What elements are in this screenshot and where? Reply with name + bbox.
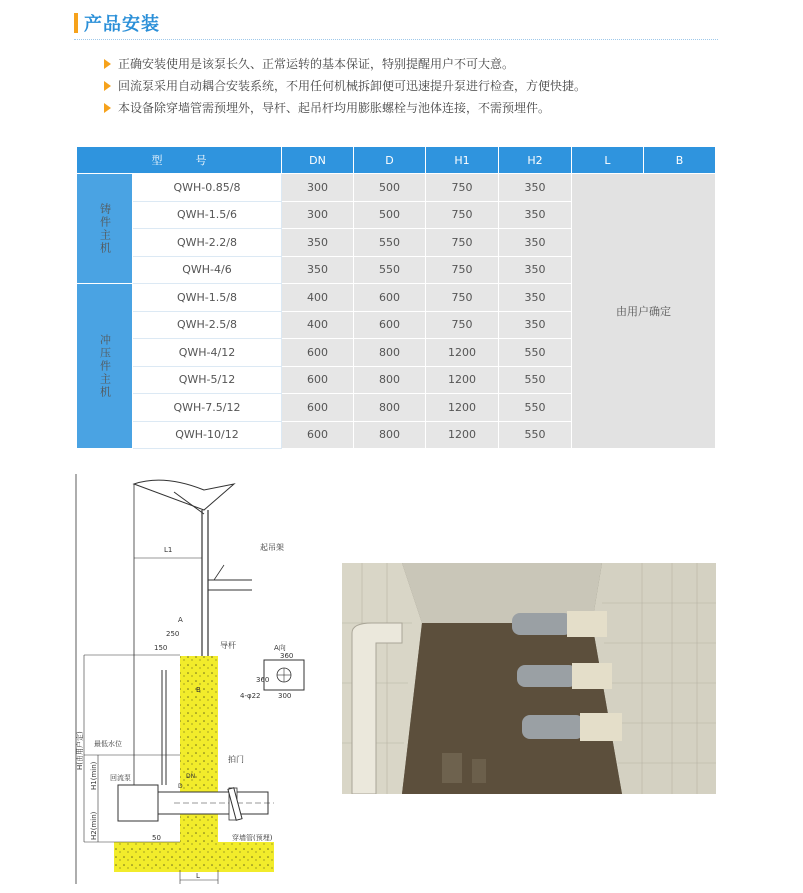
group-cast-main: 铸件主机 bbox=[77, 174, 133, 284]
cell-h2: 550 bbox=[499, 421, 572, 449]
cell-dn: 400 bbox=[282, 284, 354, 312]
section-header bbox=[74, 10, 160, 36]
col-header-model: 型 号 bbox=[77, 147, 282, 174]
cell-h2: 350 bbox=[499, 311, 572, 339]
title-divider bbox=[74, 39, 718, 40]
label-flap: 拍门 bbox=[228, 755, 244, 764]
cell-h2: 550 bbox=[499, 394, 572, 422]
group-stamped-main: 冲压件主机 bbox=[77, 284, 133, 449]
cell-dn: 350 bbox=[282, 229, 354, 257]
cell-h1: 1200 bbox=[426, 394, 499, 422]
cell-model: QWH-0.85/8 bbox=[133, 174, 282, 202]
cell-h2: 350 bbox=[499, 201, 572, 229]
label-dim-150: 150 bbox=[154, 644, 168, 652]
cell-d: 600 bbox=[354, 311, 426, 339]
label-lift-frame: 起吊架 bbox=[260, 543, 284, 552]
table-row bbox=[77, 174, 716, 202]
cell-h1: 750 bbox=[426, 256, 499, 284]
label-h1-min: H1(min) bbox=[90, 761, 98, 790]
concrete-base bbox=[114, 842, 274, 872]
cell-lb-note: 由用户确定 bbox=[572, 174, 716, 449]
col-header-dn: DN bbox=[282, 147, 354, 174]
label-a-bottom: 300 bbox=[278, 692, 292, 700]
cell-dn: 300 bbox=[282, 174, 354, 202]
cell-dn: 600 bbox=[282, 394, 354, 422]
triangle-bullet-icon bbox=[104, 81, 111, 91]
cell-dn: 600 bbox=[282, 366, 354, 394]
cell-d: 550 bbox=[354, 229, 426, 257]
cell-dn: 600 bbox=[282, 339, 354, 367]
return-pump bbox=[118, 785, 158, 821]
col-header-h2: H2 bbox=[499, 147, 572, 174]
cell-dn: 400 bbox=[282, 311, 354, 339]
label-a-dim: 360 bbox=[280, 652, 294, 660]
note-item: 回流泵采用自动耦合安装系统，不用任何机械拆卸便可迅速提升泵进行检查，方便快捷。 bbox=[104, 75, 586, 97]
col-header-d: D bbox=[354, 147, 426, 174]
cell-d: 500 bbox=[354, 201, 426, 229]
cell-h2: 350 bbox=[499, 229, 572, 257]
cell-model: QWH-2.5/8 bbox=[133, 311, 282, 339]
title-accent-bar bbox=[74, 13, 78, 33]
col-header-h1: H1 bbox=[426, 147, 499, 174]
label-l1: L1 bbox=[164, 546, 173, 554]
cell-d: 800 bbox=[354, 366, 426, 394]
cell-h1: 750 bbox=[426, 284, 499, 312]
cell-d: 800 bbox=[354, 421, 426, 449]
cell-dn: 600 bbox=[282, 421, 354, 449]
label-return-pump: 回流泵 bbox=[110, 774, 131, 782]
label-min-water: 最低水位 bbox=[94, 740, 122, 748]
cell-h1: 750 bbox=[426, 229, 499, 257]
cell-d: 800 bbox=[354, 339, 426, 367]
cell-model: QWH-2.2/8 bbox=[133, 229, 282, 257]
cell-dn: 350 bbox=[282, 256, 354, 284]
table-header-row bbox=[77, 147, 716, 174]
cell-model: QWH-5/12 bbox=[133, 366, 282, 394]
label-h-user: H(由用户定) bbox=[76, 731, 84, 770]
cell-d: 500 bbox=[354, 174, 426, 202]
cell-model: QWH-4/6 bbox=[133, 256, 282, 284]
label-l-mark: L bbox=[196, 872, 200, 880]
cell-h2: 350 bbox=[499, 256, 572, 284]
cell-h1: 750 bbox=[426, 174, 499, 202]
cell-model: QWH-7.5/12 bbox=[133, 394, 282, 422]
cell-h1: 750 bbox=[426, 311, 499, 339]
cell-model: QWH-4/12 bbox=[133, 339, 282, 367]
col-header-l: L bbox=[572, 147, 644, 174]
label-dn: DN bbox=[186, 773, 196, 780]
cell-h1: 750 bbox=[426, 201, 499, 229]
triangle-bullet-icon bbox=[104, 103, 111, 113]
cell-model: QWH-1.5/6 bbox=[133, 201, 282, 229]
cell-model: QWH-1.5/8 bbox=[133, 284, 282, 312]
label-b-mark: B bbox=[196, 686, 201, 694]
triangle-bullet-icon bbox=[104, 59, 111, 69]
cell-h2: 350 bbox=[499, 284, 572, 312]
install-notes bbox=[104, 53, 586, 119]
label-wall-pipe: 穿墙管(预埋) bbox=[232, 834, 273, 842]
label-a-side: 360 bbox=[256, 676, 270, 684]
note-item: 正确安装使用是该泵长久、正常运转的基本保证，特别提醒用户不可大意。 bbox=[104, 53, 586, 75]
col-header-b: B bbox=[644, 147, 716, 174]
cell-d: 600 bbox=[354, 284, 426, 312]
cell-d: 800 bbox=[354, 394, 426, 422]
installation-photo bbox=[342, 563, 716, 794]
cell-h2: 350 bbox=[499, 174, 572, 202]
label-h2-min: H2(min) bbox=[90, 811, 98, 840]
label-a-mark: A bbox=[178, 616, 183, 624]
section-title: 产品安装 bbox=[84, 14, 160, 35]
cell-h2: 550 bbox=[499, 339, 572, 367]
cell-model: QWH-10/12 bbox=[133, 421, 282, 449]
label-bolt: 4-φ22 bbox=[240, 692, 261, 700]
label-dim-50: 50 bbox=[152, 834, 161, 842]
cell-dn: 300 bbox=[282, 201, 354, 229]
cell-d: 550 bbox=[354, 256, 426, 284]
cell-h1: 1200 bbox=[426, 366, 499, 394]
installation-diagram bbox=[74, 470, 324, 888]
label-d: D bbox=[178, 783, 183, 790]
cell-h1: 1200 bbox=[426, 339, 499, 367]
label-dim-250: 250 bbox=[166, 630, 180, 638]
label-guide-rod: 导杆 bbox=[220, 641, 236, 650]
cell-h1: 1200 bbox=[426, 421, 499, 449]
spec-table bbox=[76, 146, 716, 449]
note-item: 本设备除穿墙管需预埋外，导杆、起吊杆均用膨胀螺栓与池体连接，不需预埋件。 bbox=[104, 97, 586, 119]
label-a-direction: A向 bbox=[274, 644, 286, 652]
cell-h2: 550 bbox=[499, 366, 572, 394]
